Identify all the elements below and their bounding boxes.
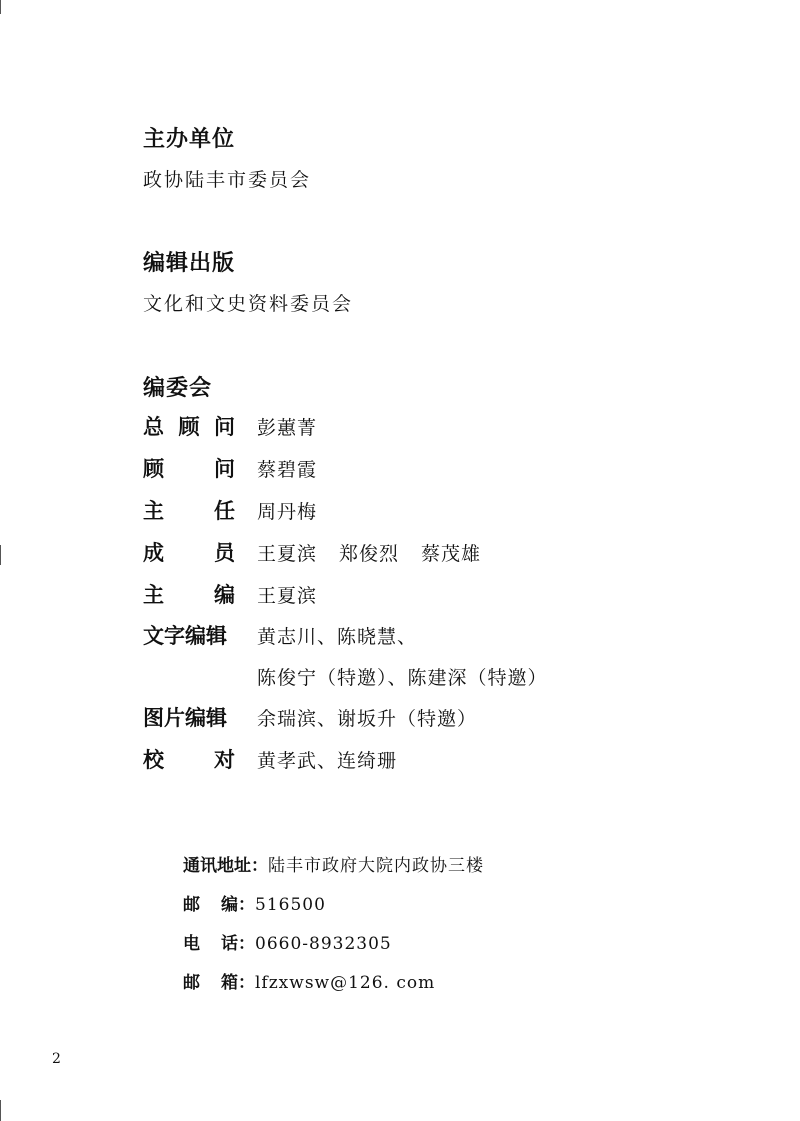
role-label: 主 编 [143, 583, 235, 607]
address-label: 通讯地址： [183, 856, 268, 876]
role-names: 余瑞滨、谢坂升（特邀） [257, 708, 478, 730]
role-names: 王夏滨 [257, 585, 318, 607]
email-label: 邮 箱： [183, 973, 255, 993]
address-value: 陆丰市政府大院内政协三楼 [268, 856, 484, 876]
member-name: 郑俊烈 [339, 543, 400, 565]
phone-label: 电 话： [183, 934, 255, 954]
role-names: 周丹梅 [257, 501, 318, 523]
page-number: 2 [52, 1051, 61, 1067]
publisher-title: 编辑出版 [143, 251, 236, 276]
role-names-line-2: 陈俊宁（特邀）、陈建深（特邀） [257, 667, 548, 689]
role-label: 总 顾 问 [143, 415, 235, 439]
email-value: lfzxwsw@126. com [255, 973, 436, 993]
role-label: 校 对 [143, 748, 235, 772]
contact-phone [183, 929, 392, 954]
role-label: 主 任 [143, 499, 235, 523]
role-names [257, 539, 481, 566]
crop-mark-bottom [0, 1100, 1, 1121]
member-name: 王夏滨 [257, 543, 318, 565]
host-title: 主办单位 [143, 127, 236, 152]
role-names: 蔡碧霞 [257, 459, 318, 481]
role-label: 文字编辑 [143, 624, 227, 648]
phone-value: 0660-8932305 [255, 934, 392, 954]
contact-email [183, 968, 435, 993]
crop-mark-top [0, 0, 1, 14]
role-names: 彭蕙菁 [257, 417, 318, 439]
role-names-line-1: 黄志川、陈晓慧、 [257, 626, 418, 648]
contact-postcode [183, 890, 326, 915]
publisher-name: 文化和文史资料委员会 [143, 293, 354, 315]
committee-title: 编委会 [143, 376, 213, 401]
postcode-value: 516500 [255, 895, 326, 915]
postcode-label: 邮 编： [183, 895, 255, 915]
host-name: 政协陆丰市委员会 [143, 169, 312, 191]
role-label: 图片编辑 [143, 706, 227, 730]
contact-address [183, 851, 484, 876]
member-name: 蔡茂雄 [421, 543, 482, 565]
role-label: 顾 问 [143, 457, 235, 481]
role-label: 成 员 [143, 541, 235, 565]
crop-mark-middle [0, 545, 1, 565]
role-names: 黄孝武、连绮珊 [257, 750, 398, 772]
